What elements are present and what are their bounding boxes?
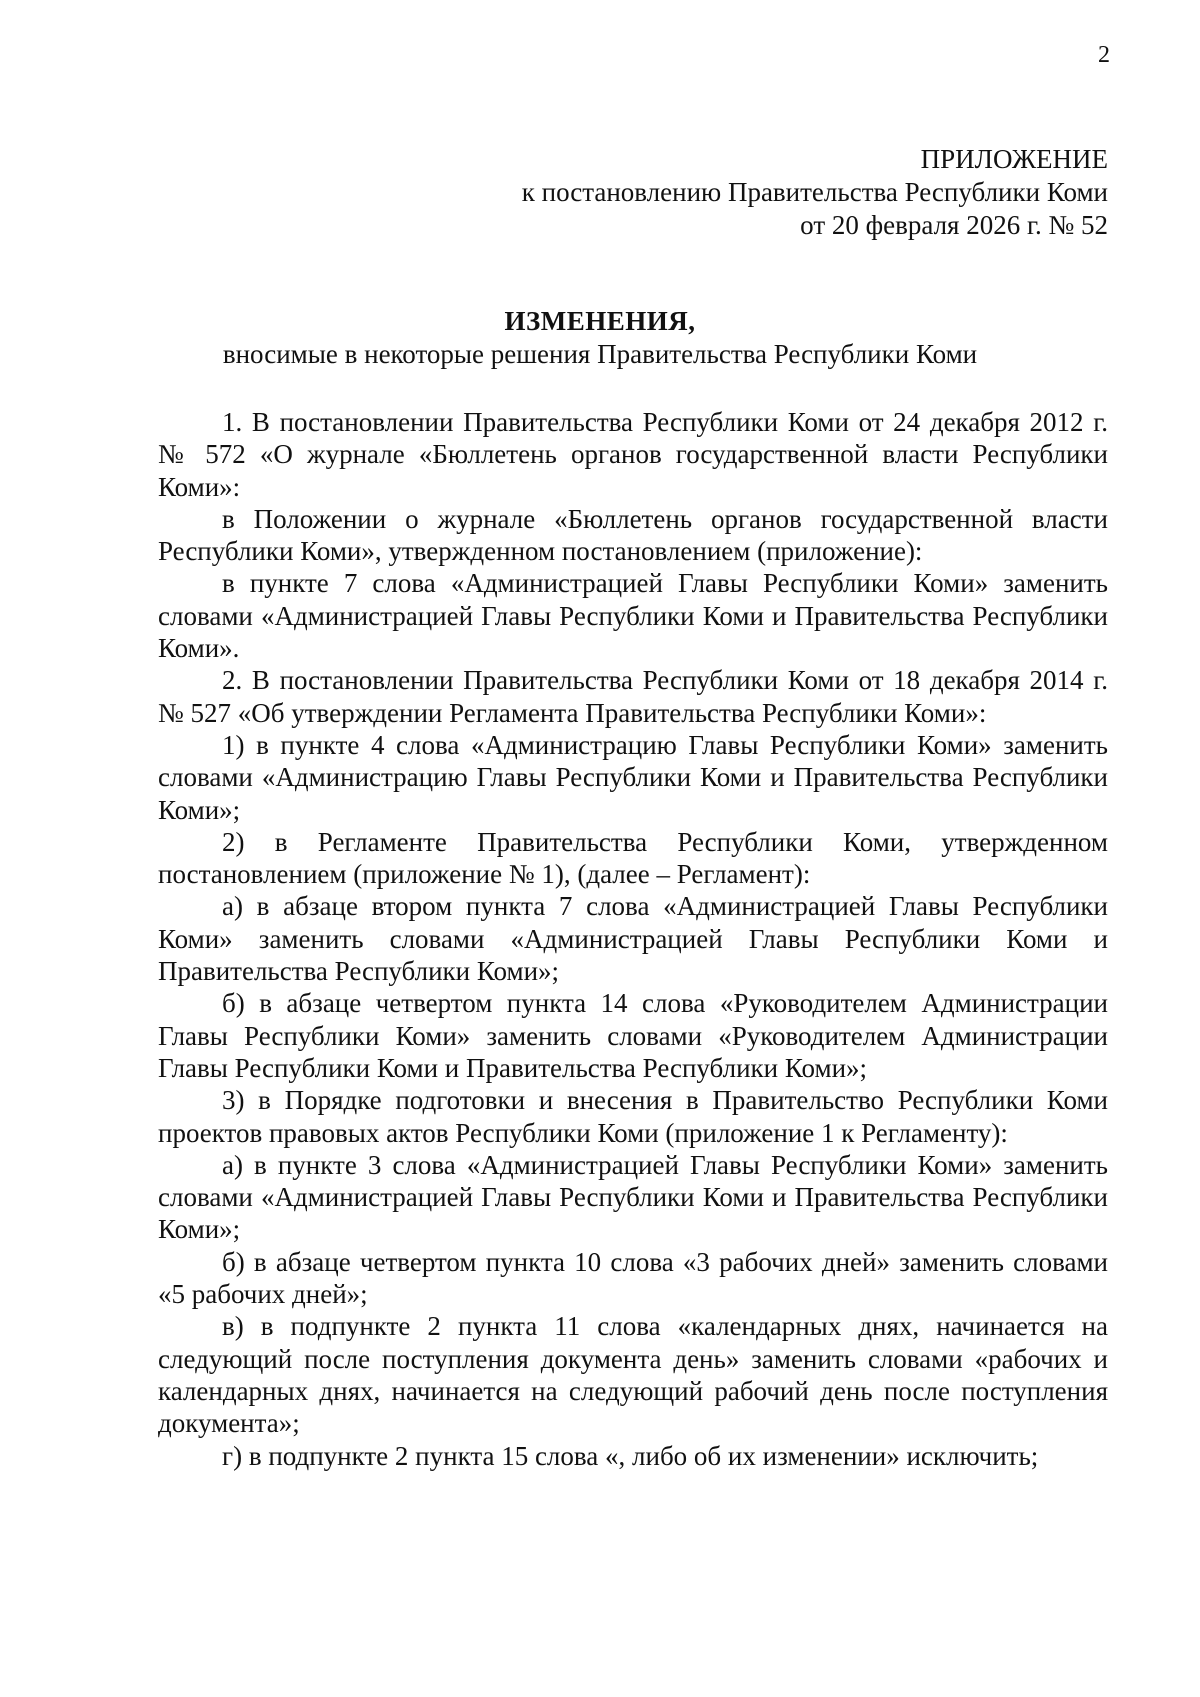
- paragraph: б) в абзаце четвертом пункта 14 слова «Руководителем Администрации Главы Республики Коми» заменить словами «Руководителем Администрации Главы Республики Коми и Правительства Республики Коми»;: [158, 988, 1108, 1083]
- paragraph: а) в пункте 3 слова «Администрацией Главы Республики Коми» заменить словами «Администрацией Главы Республики Коми и Правительства Республики Коми»;: [158, 1149, 1108, 1245]
- document-title: [0, 305, 1200, 371]
- title-main: ИЗМЕНЕНИЯ,: [504, 306, 696, 336]
- paragraph: 2) в Регламенте Правительства Республики Коми, утвержденном постановлением (приложение № 1), (далее – Регламент):: [158, 826, 1108, 890]
- paragraph: в пункте 7 слова «Администрацией Главы Республики Коми» заменить словами «Администрацией Главы Республики Коми и Правительства Республики Коми».: [158, 568, 1108, 664]
- paragraph: 2. В постановлении Правительства Республики Коми от 18 декабря 2014 г. № 527 «Об утверждении Регламента Правительства Республики Коми»:: [158, 665, 1108, 728]
- appendix-date-number: от 20 февраля 2026 г. № 52: [800, 210, 1108, 240]
- document-body: [158, 406, 1108, 1472]
- title-subtitle: вносимые в некоторые решения Правительства Республики Коми: [222, 339, 978, 369]
- appendix-reference: к постановлению Правительства Республики Коми: [521, 177, 1108, 207]
- paragraph: в) в подпункте 2 пункта 11 слова «календарных днях, начинается на следующий после поступления документа день» заменить словами «рабочих и календарных днях, начинается на следующий рабочий день после поступления документа»;: [158, 1311, 1108, 1439]
- paragraph: 1. В постановлении Правительства Республики Коми от 24 декабря 2012 г. № 572 «О журнале «Бюллетень органов государственной власти Республики Коми»:: [158, 407, 1108, 502]
- paragraph: б) в абзаце четвертом пункта 10 слова «3 рабочих дней» заменить словами «5 рабочих дней»;: [158, 1246, 1108, 1310]
- paragraph: а) в абзаце втором пункта 7 слова «Администрацией Главы Республики Коми» заменить словами «Администрацией Главы Республики Коми и Правительства Республики Коми»;: [158, 891, 1108, 987]
- paragraph: г) в подпункте 2 пункта 15 слова «, либо об их изменении» исключить;: [222, 1440, 1039, 1471]
- page-number: 2: [1098, 42, 1110, 68]
- paragraph: 1) в пункте 4 слова «Администрацию Главы Республики Коми» заменить словами «Администрацию Главы Республики Коми и Правительства Республики Коми»;: [158, 729, 1108, 825]
- paragraph: 3) в Порядке подготовки и внесения в Правительство Республики Коми проектов правовых актов Республики Коми (приложение 1 к Регламенту):: [158, 1085, 1108, 1148]
- paragraph: в Положении о журнале «Бюллетень органов государственной власти Республики Коми», утвержденном постановлением (приложение):: [158, 503, 1108, 567]
- appendix-label: ПРИЛОЖЕНИЕ: [920, 144, 1108, 174]
- appendix-header: [522, 143, 1108, 242]
